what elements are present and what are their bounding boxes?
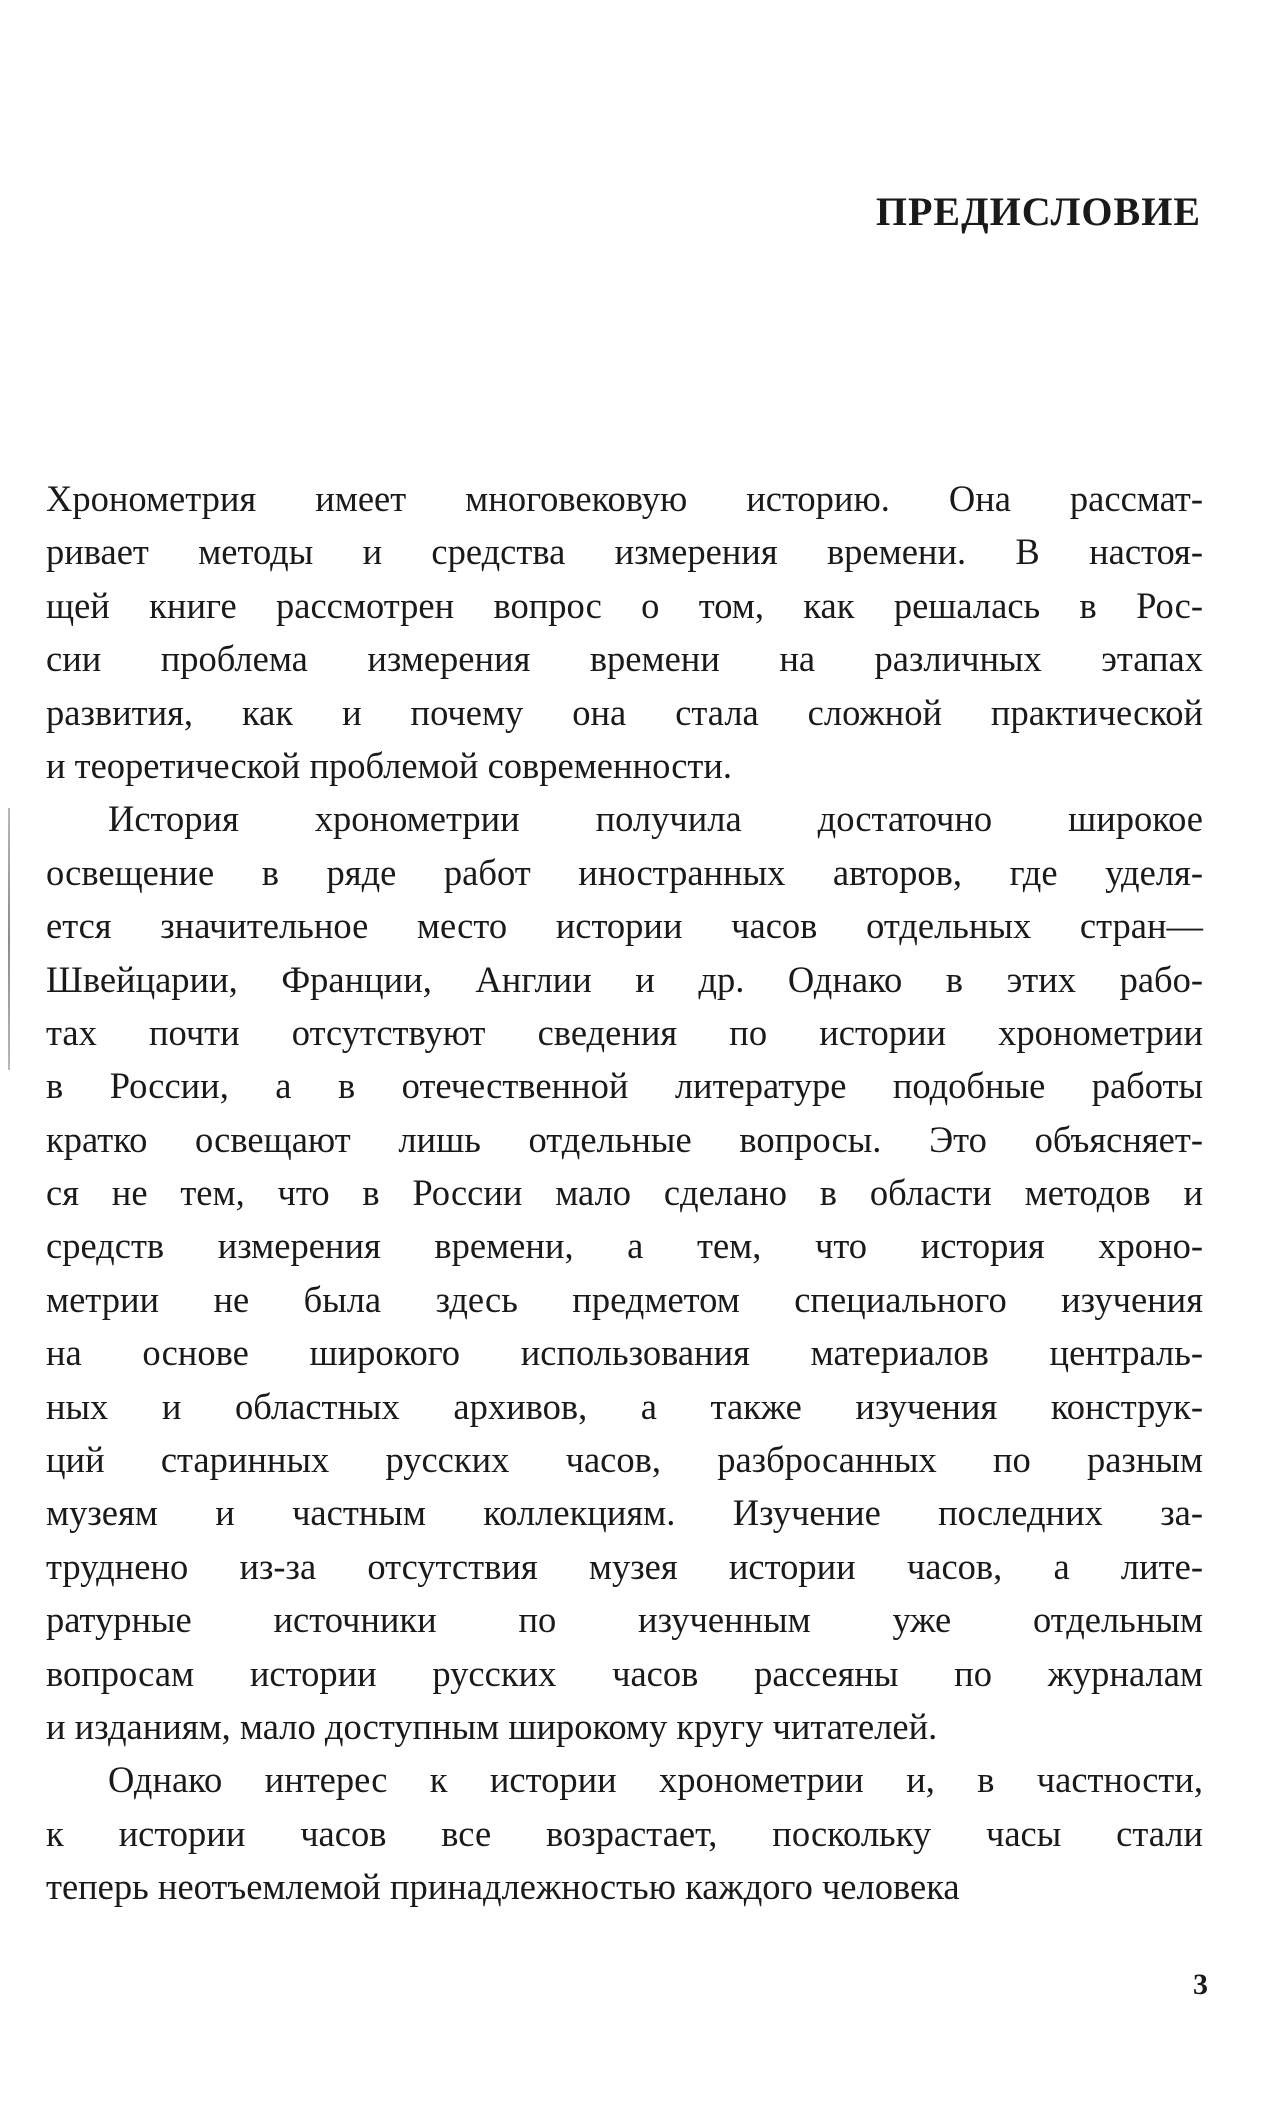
text-line: теперь неотъемлемой принадлежностью каждого человека <box>46 1866 960 1908</box>
text-line: развития, как и почему она стала сложной практической <box>46 691 1203 733</box>
text-line: ратурные источники по изученным уже отдельным <box>46 1599 1203 1641</box>
text-line: История хронометрии получила достаточно широкое <box>108 798 1203 840</box>
text-line: к истории часов все возрастает, поскольку часы стали <box>46 1812 1203 1854</box>
text-line: и теоретической проблемой современности. <box>46 744 733 786</box>
text-line: ных и областных архивов, а также изучения конструк- <box>46 1385 1203 1427</box>
text-line: ся не тем, что в России мало сделано в области методов и <box>46 1172 1203 1214</box>
margin-mark <box>8 808 10 1070</box>
text-line: ется значительное место истории часов отдельных стран— <box>46 905 1203 947</box>
text-line: средств измерения времени, а тем, что история хроно- <box>46 1225 1203 1267</box>
text-line: Однако интерес к истории хронометрии и, в частности, <box>108 1759 1203 1801</box>
page-title: ПРЕДИСЛОВИЕ <box>875 189 1201 234</box>
body-text <box>46 472 1203 1914</box>
text-line: щей книге рассмотрен вопрос о том, как решалась в Рос- <box>46 584 1203 626</box>
text-line: Хронометрия имеет многовековую историю. Она рассмат- <box>46 478 1203 519</box>
text-line: ций старинных русских часов, разбросанных по разным <box>46 1439 1203 1481</box>
text-line: Швейцарии, Франции, Англии и др. Однако в этих рабо- <box>46 958 1203 1000</box>
page-number: 3 <box>1193 1968 1208 2001</box>
text-line: кратко освещают лишь отдельные вопросы. Это объясняет- <box>46 1118 1203 1160</box>
text-line: тах почти отсутствуют сведения по истории хронометрии <box>46 1011 1203 1053</box>
text-line: метрии не была здесь предметом специального изучения <box>46 1278 1203 1320</box>
text-line: труднено из-за отсутствия музея истории часов, а лите- <box>46 1545 1203 1587</box>
text-line: освещение в ряде работ иностранных авторов, где уделя- <box>46 851 1203 893</box>
text-line: и изданиям, мало доступным широкому кругу читателей. <box>46 1705 938 1747</box>
text-line: на основе широкого использования материалов централь- <box>46 1332 1203 1374</box>
text-line: сии проблема измерения времени на различных этапах <box>46 638 1203 680</box>
text-line: ривает методы и средства измерения времени. В настоя- <box>46 531 1203 573</box>
text-line: в России, а в отечественной литературе подобные работы <box>46 1065 1203 1107</box>
text-line: вопросам истории русских часов рассеяны по журналам <box>46 1652 1203 1694</box>
text-line: музеям и частным коллекциям. Изучение последних за- <box>46 1492 1203 1534</box>
